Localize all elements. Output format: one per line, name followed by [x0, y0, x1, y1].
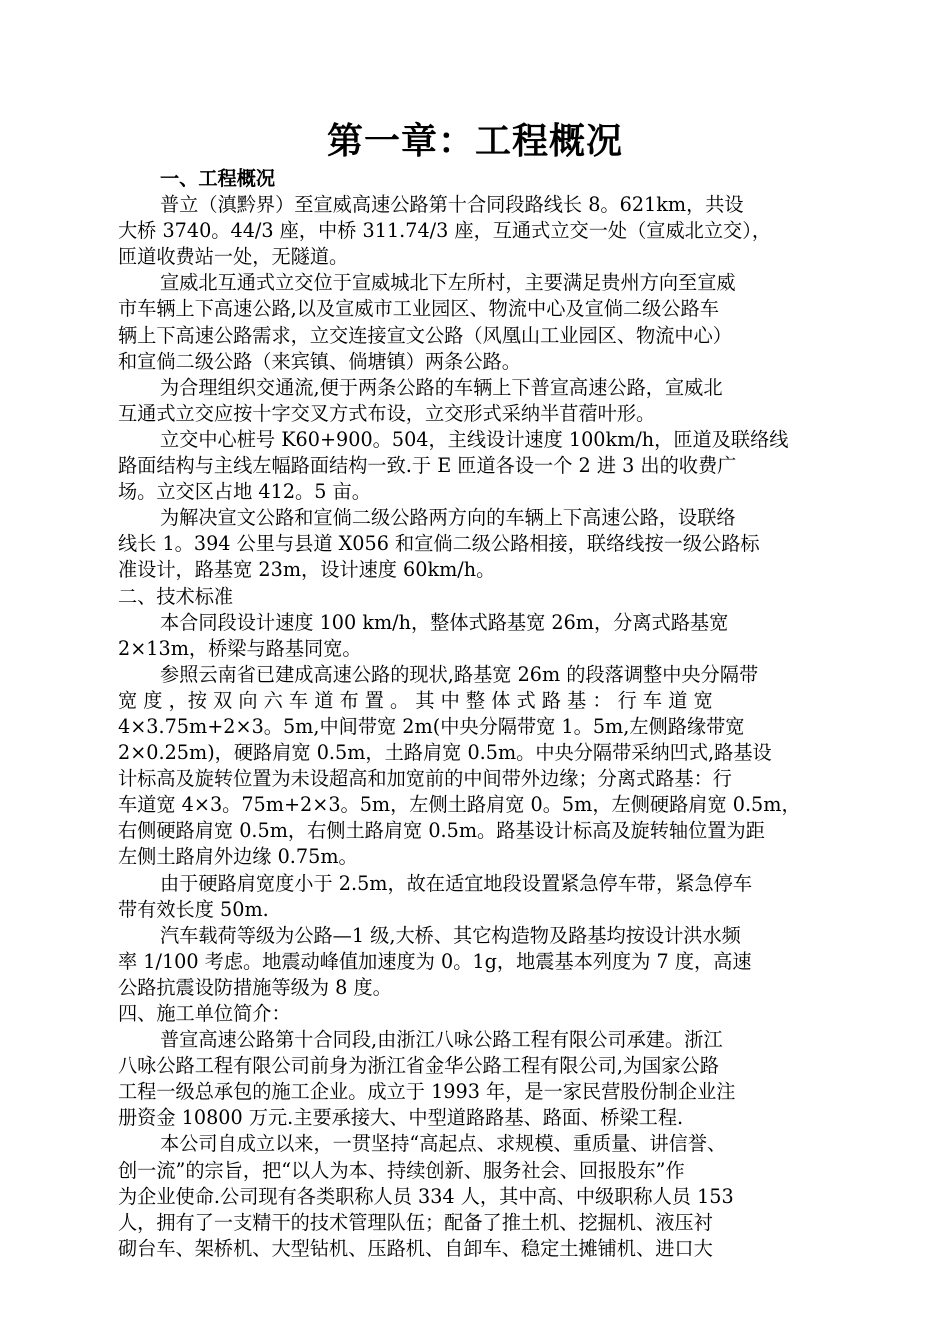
text-line: 宽 度 ，按 双 向 六 车 道 布 置 。 其 中 整 体 式 路 基 ： 行 车 道 宽: [118, 688, 713, 712]
text-line: 右侧硬路肩宽 0.5m，右侧土路肩宽 0.5m。路基设计标高及旋转轴位置为距: [118, 819, 765, 843]
text-line: 路面结构与主线左幅路面结构一致.于 E 匝道各设一个 2 进 3 出的收费广: [118, 454, 737, 478]
text-line: 砌台车、架桥机、大型钻机、压路机、自卸车、稳定土摊铺机、进口大: [118, 1236, 713, 1260]
text-line: 四、施工单位简介：: [118, 1002, 291, 1025]
text-line: 互通式立交应按十字交叉方式布设，立交形式采纳半苜蓿叶形。: [118, 401, 656, 425]
text-line: 创一流”的宗旨，把“以人为本、持续创新、服务社会、回报股东”作: [118, 1158, 685, 1182]
text-line: 八咏公路工程有限公司前身为浙江省金华公路工程有限公司,为国家公路: [118, 1054, 719, 1078]
page-title: 第一章：工程概况: [326, 121, 623, 162]
text-line: 线长 1。394 公里与县道 X056 和宣倘二级公路相接，联络线按一级公路标: [118, 532, 760, 556]
text-line: 本公司自成立以来，一贯坚持“高起点、求规模、重质量、讲信誉、: [160, 1132, 727, 1156]
text-line: 二、技术标准: [118, 584, 234, 608]
text-line: 工程一级总承包的施工企业。成立于 1993 年，是一家民营股份制企业注: [118, 1080, 736, 1104]
text-line: 宣威北互通式立交位于宣威城北下左所村，主要满足贵州方向至宣威: [160, 271, 736, 295]
document-body: [118, 166, 834, 1262]
text-line: 带有效长度 50m.: [118, 897, 269, 921]
text-line: 立交中心桩号 K60+900。504，主线设计速度 100km/h，匝道及联络线: [160, 427, 789, 451]
text-line: 为解决宣文公路和宣倘二级公路两方向的车辆上下高速公路，设联络: [160, 506, 736, 530]
text-line: 4×3.75m+2×3。5m,中间带宽 2m(中央分隔带宽 1。5m,左侧路缘带宽: [118, 714, 745, 738]
text-line: 本合同段设计速度 100 km/h，整体式路基宽 26m，分离式路基宽: [160, 610, 729, 634]
text-line: 普宣高速公路第十合同段,由浙江八咏公路工程有限公司承建。浙江: [160, 1028, 723, 1052]
text-line: 率 1/100 考虑。地震动峰值加速度为 0。1g，地震基本列度为 7 度，高速: [118, 949, 752, 973]
text-line: 准设计，路基宽 23m，设计速度 60km/h。: [118, 558, 496, 582]
text-line: 匝道收费站一处，无隧道。: [118, 245, 349, 269]
text-line: 人，拥有了一支精干的技术管理队伍；配备了推土机、挖掘机、液压衬: [118, 1210, 713, 1234]
text-line: 公路抗震设防措施等级为 8 度。: [118, 975, 392, 999]
text-line: 2×13m，桥梁与路基同宽。: [118, 636, 362, 660]
text-line: 车道宽 4×3。75m+2×3。5m，左侧土路肩宽 0。5m，左侧硬路肩宽 0.5m，: [118, 793, 801, 817]
text-line: 为企业使命.公司现有各类职称人员 334 人，其中高、中级职称人员 153: [118, 1184, 734, 1208]
text-line: 为合理组织交通流,便于两条公路的车辆上下普宣高速公路，宣威北: [160, 375, 723, 399]
text-line: 普立（滇黔界）至宣威高速公路第十合同段路线长 8。621km，共设: [160, 193, 744, 217]
text-line: 计标高及旋转位置为未设超高和加宽前的中间带外边缘；分离式路基：行: [118, 767, 732, 791]
text-line: 册资金 10800 万元.主要承接大、中型道路路基、路面、桥梁工程.: [118, 1106, 684, 1130]
text-line: 大桥 3740。44/3 座，中桥 311.74/3 座，互通式立交一处（宣威北立交），: [118, 219, 772, 243]
text-line: 参照云南省已建成高速公路的现状,路基宽 26m 的段落调整中央分隔带: [160, 662, 759, 686]
text-line: 场。立交区占地 412。5 亩。: [118, 480, 371, 504]
text-line: 汽车载荷等级为公路—1 级,大桥、其它构造物及路基均按设计洪水频: [160, 923, 741, 947]
text-line: 由于硬路肩宽度小于 2.5m，故在适宜地段设置紧急停车带，紧急停车: [160, 871, 753, 895]
text-line: 市车辆上下高速公路,以及宣威市工业园区、物流中心及宣倘二级公路车: [118, 297, 719, 321]
text-line: 和宣倘二级公路（来宾镇、倘塘镇）两条公路。: [118, 349, 521, 373]
text-line: 左侧土路肩外边缘 0.75m。: [118, 845, 358, 869]
text-line: 2×0.25m)，硬路肩宽 0.5m，土路肩宽 0.5m。中央分隔带采纳凹式,路基设: [118, 741, 772, 765]
section-heading: 一、工程概况: [160, 167, 276, 190]
text-line: 辆上下高速公路需求，立交连接宣文公路（风凰山工业园区、物流中心）: [118, 323, 732, 347]
